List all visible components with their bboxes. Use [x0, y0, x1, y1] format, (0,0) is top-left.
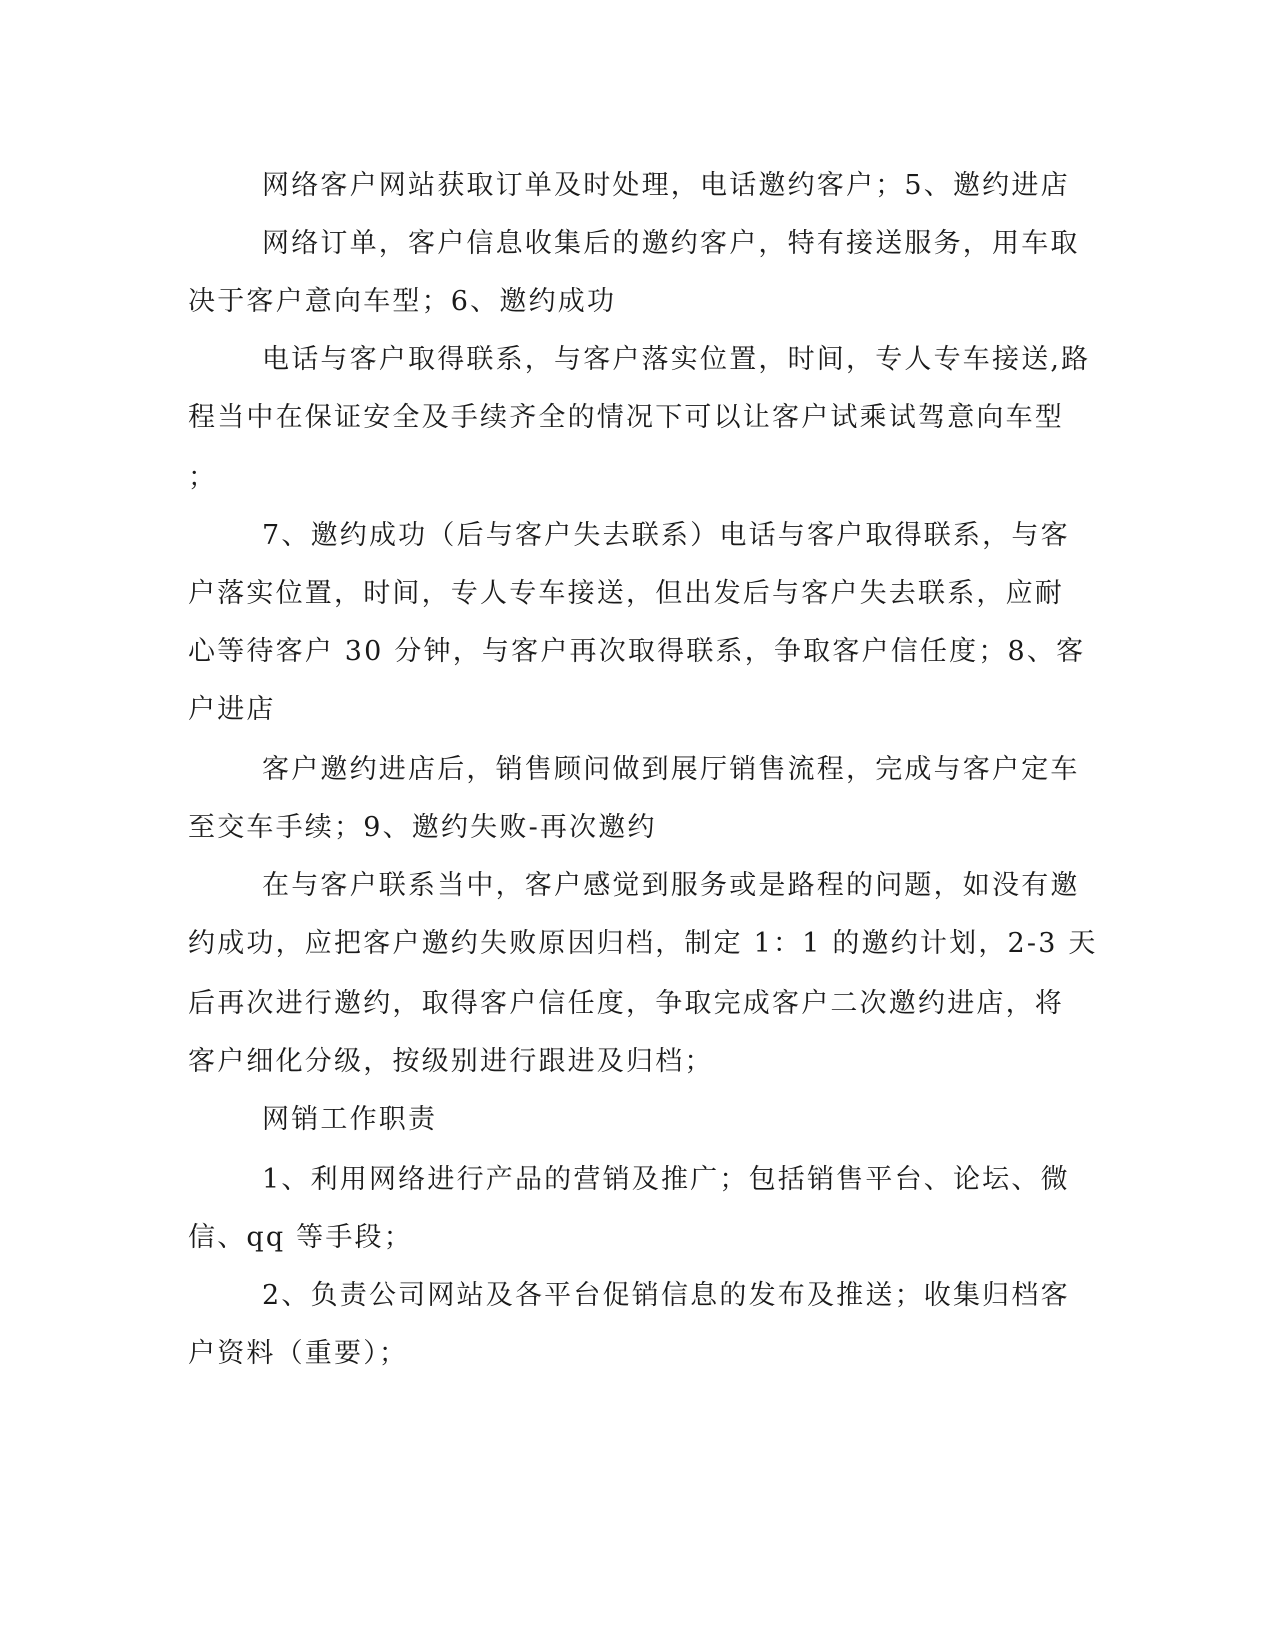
text-line: 网络客户网站获取订单及时处理，电话邀约客户；5、邀约进店 — [262, 170, 1070, 201]
text-line: 网络订单，客户信息收集后的邀约客户，特有接送服务，用车取 — [262, 228, 1080, 259]
text-line: 2、负责公司网站及各平台促销信息的发布及推送；收集归档客 — [262, 1280, 1070, 1311]
section-heading: 网销工作职责 — [262, 1104, 438, 1135]
text-line: 信、qq 等手段； — [188, 1222, 413, 1253]
text-line: 客户邀约进店后，销售顾问做到展厅销售流程，完成与客户定车 — [262, 754, 1080, 785]
text-line: 户落实位置，时间，专人专车接送，但出发后与客户失去联系，应耐 — [188, 578, 1064, 609]
text-line: 1、利用网络进行产品的营销及推广；包括销售平台、论坛、微 — [262, 1164, 1070, 1195]
text-line: 至交车手续；9、邀约失败-再次邀约 — [188, 812, 657, 843]
text-line: 心等待客户 30 分钟，与客户再次取得联系，争取客户信任度；8、客 — [188, 636, 1086, 667]
text-line: 电话与客户取得联系，与客户落实位置，时间，专人专车接送,路 — [262, 344, 1091, 375]
text-line: 决于客户意向车型；6、邀约成功 — [188, 286, 617, 317]
text-line: 后再次进行邀约，取得客户信任度，争取完成客户二次邀约进店，将 — [188, 988, 1064, 1019]
text-line: 7、邀约成功（后与客户失去联系）电话与客户取得联系，与客 — [262, 520, 1070, 551]
text-line: 客户细化分级，按级别进行跟进及归档； — [188, 1046, 714, 1077]
text-line: 程当中在保证安全及手续齐全的情况下可以让客户试乘试驾意向车型 — [188, 402, 1064, 433]
text-line: 在与客户联系当中，客户感觉到服务或是路程的问题，如没有邀 — [262, 870, 1080, 901]
text-line: 约成功，应把客户邀约失败原因归档，制定 1：1 的邀约计划，2-3 天 — [188, 928, 1098, 959]
text-line: 户进店 — [188, 694, 276, 725]
text-line: 户资料（重要）； — [188, 1338, 409, 1369]
text-line: ； — [188, 462, 218, 493]
